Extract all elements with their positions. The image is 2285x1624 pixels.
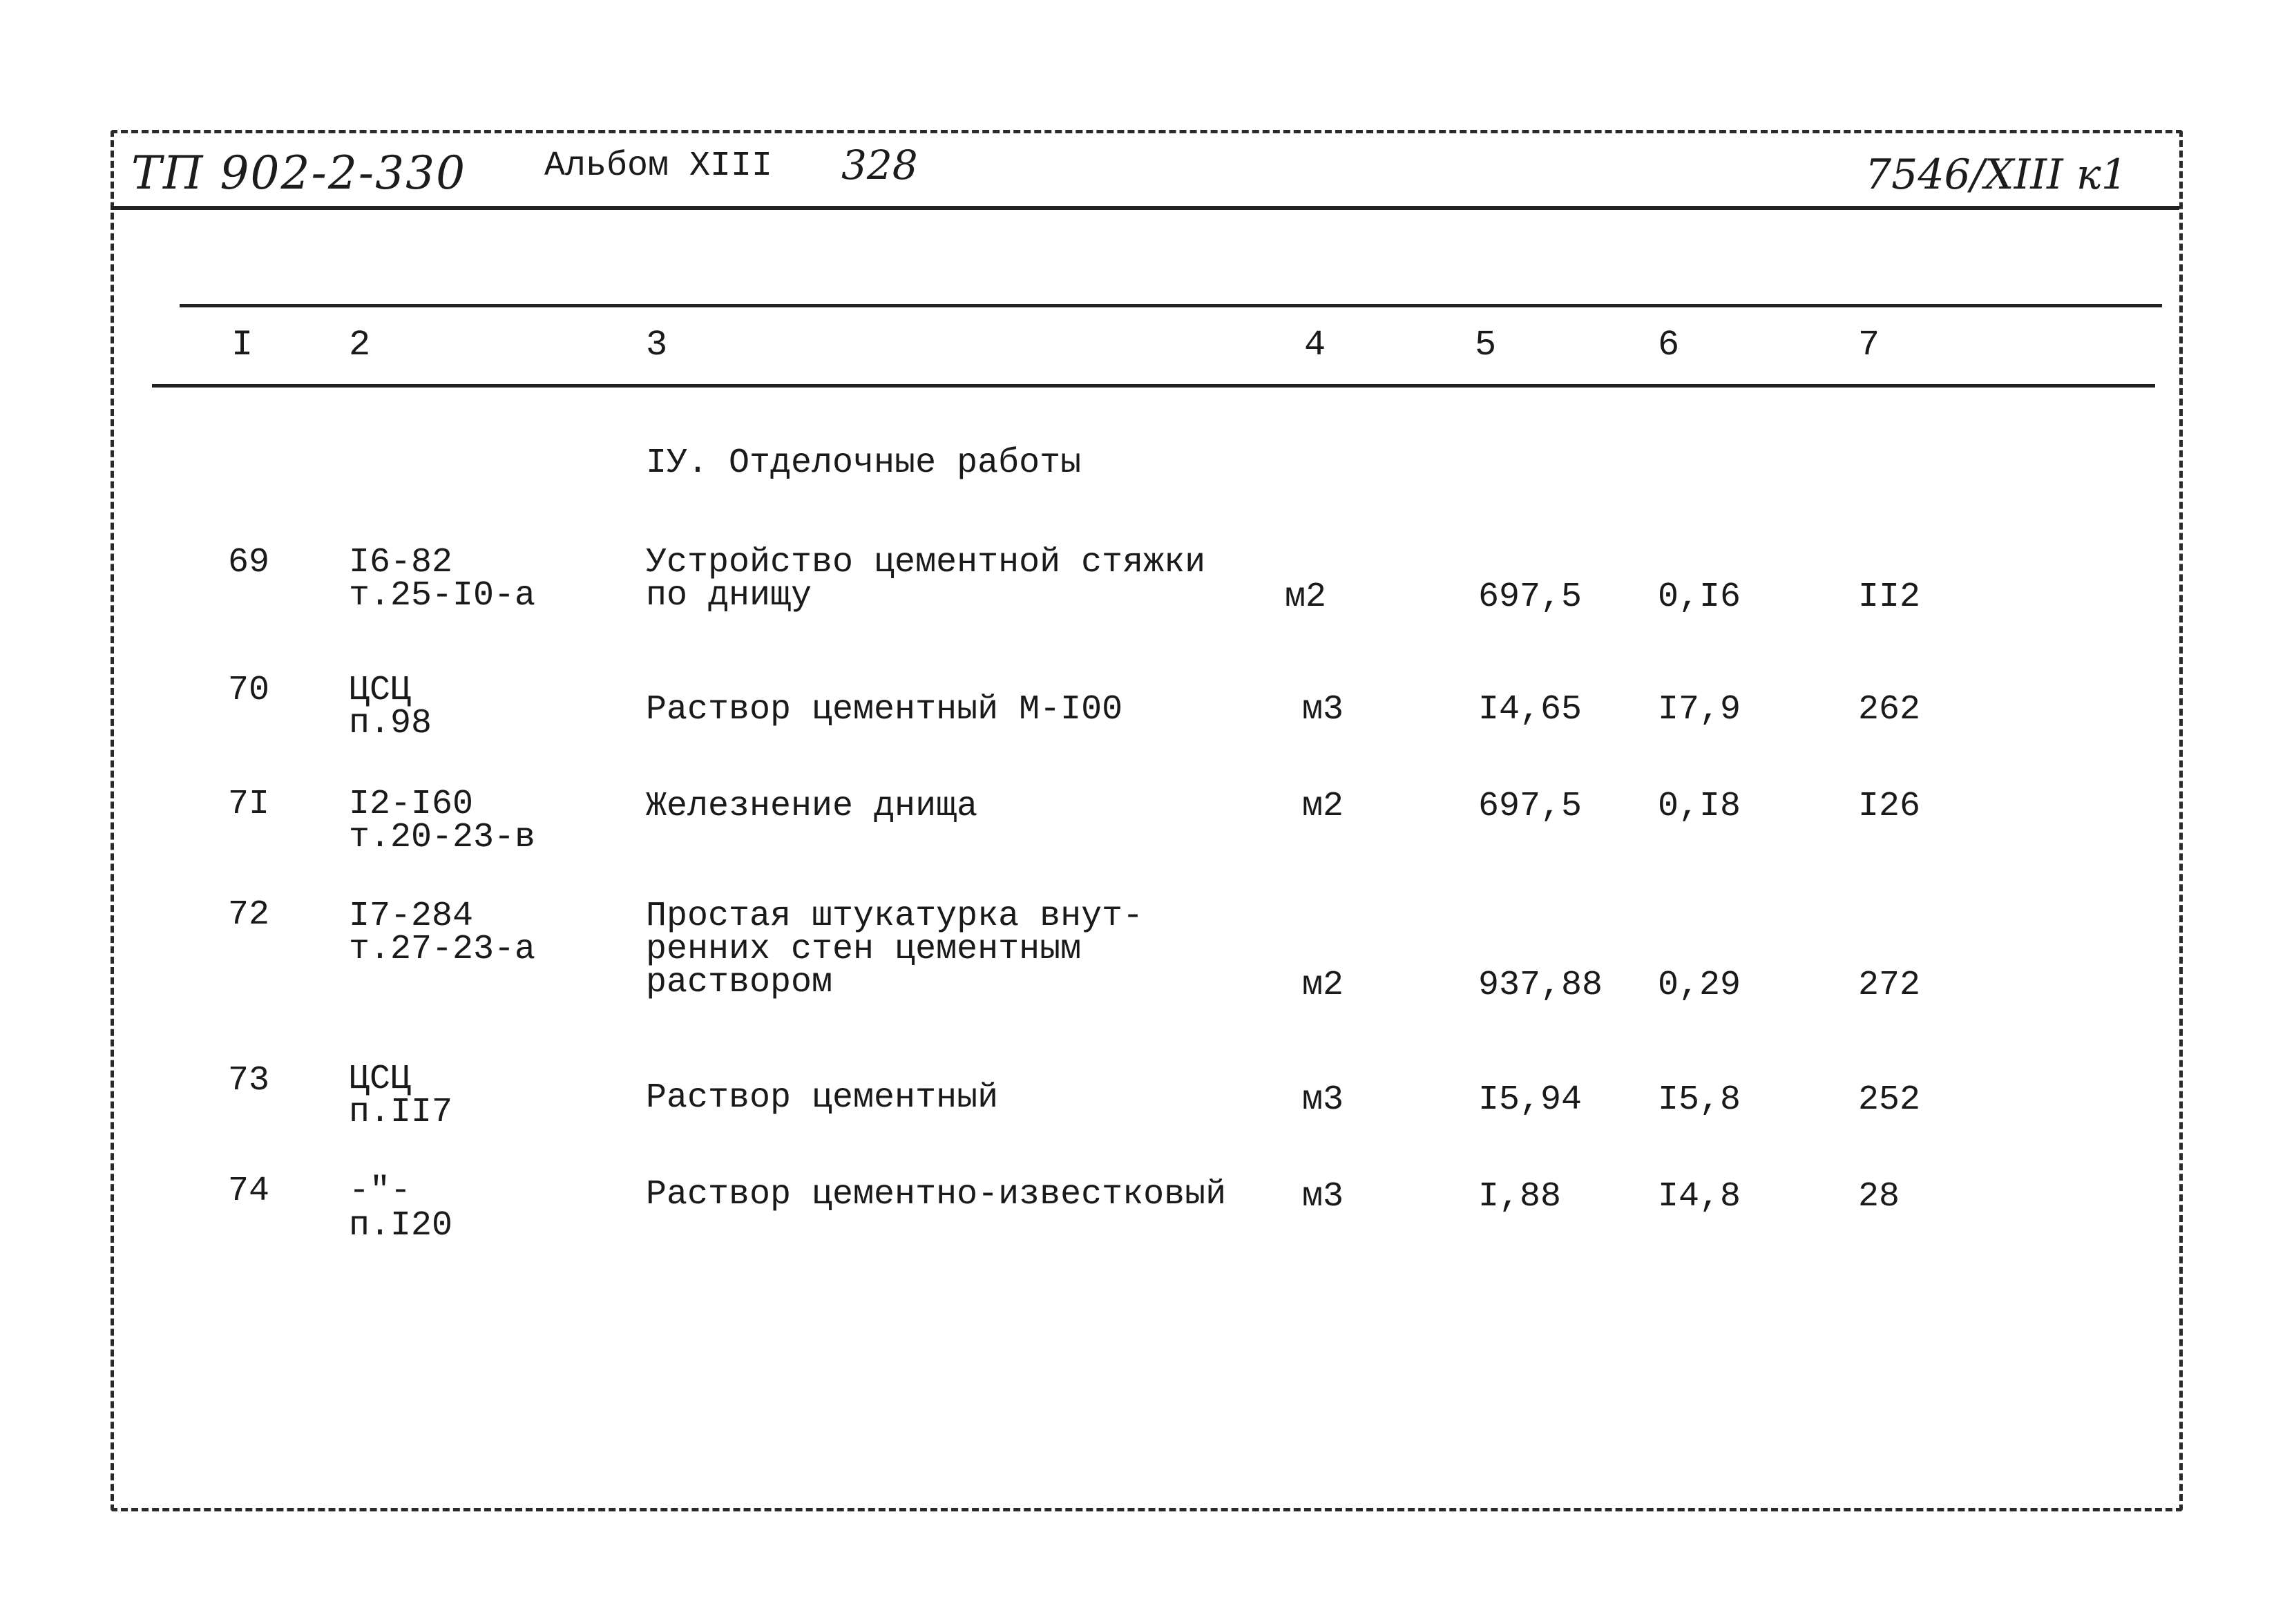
page-number: 328 (841, 142, 918, 189)
row-unit: м3 (1302, 1080, 1344, 1120)
header-divider (111, 206, 2179, 210)
row-number: 70 (228, 671, 270, 710)
row-code-line1: -"- (349, 1172, 412, 1211)
row-code-line1: I2-I60 (349, 785, 474, 824)
row-rate: I7,9 (1658, 690, 1741, 729)
row-unit: м2 (1285, 577, 1327, 617)
row-description-line1: Раствор цементный М-I00 (646, 690, 1123, 729)
row-quantity: I5,94 (1478, 1080, 1583, 1120)
row-total: I26 (1858, 787, 1921, 826)
column-header-2: 2 (349, 325, 371, 365)
row-code-line1: I7-284 (349, 897, 474, 936)
row-unit: м3 (1302, 1177, 1344, 1216)
section-title: IУ. Отделочные работы (646, 443, 1082, 483)
row-rate: I4,8 (1658, 1177, 1741, 1216)
table-top-rule (180, 304, 2162, 307)
row-quantity: I,88 (1478, 1177, 1562, 1216)
table-header-rule (152, 384, 2155, 388)
row-description-line2: ренних стен цементным (646, 930, 1082, 969)
row-rate: 0,29 (1658, 966, 1741, 1005)
row-number: 7I (228, 785, 270, 824)
row-total: 252 (1858, 1080, 1921, 1120)
row-unit: м2 (1302, 966, 1344, 1005)
row-total: 272 (1858, 966, 1921, 1005)
column-header-7: 7 (1858, 325, 1880, 365)
row-code-line1: I6-82 (349, 543, 453, 582)
album-label: Альбом XIII (544, 146, 773, 186)
column-header-4: 4 (1304, 325, 1326, 365)
row-code-line2: т.27-23-а (349, 930, 536, 969)
row-description-line1: Железнение днища (646, 787, 978, 826)
sheet-code: 7546/XIII к1 (1865, 151, 2128, 199)
row-code-line1: ЦСЦ (349, 671, 412, 710)
row-total: 28 (1858, 1177, 1900, 1216)
column-header-6: 6 (1658, 325, 1680, 365)
column-header-3: 3 (646, 325, 668, 365)
row-rate: 0,I6 (1658, 577, 1741, 617)
row-description-line2: по днищу (646, 576, 812, 615)
row-total: 262 (1858, 690, 1921, 729)
row-unit: м3 (1302, 690, 1344, 729)
row-quantity: 697,5 (1478, 577, 1583, 617)
row-code-line2: п.II7 (349, 1093, 453, 1132)
row-description-line1: Раствор цементный (646, 1078, 999, 1118)
row-rate: I5,8 (1658, 1080, 1741, 1120)
row-code-line1: ЦСЦ (349, 1060, 412, 1099)
row-quantity: 697,5 (1478, 787, 1583, 826)
row-number: 69 (228, 543, 270, 582)
row-description-line1: Устройство цементной стяжки (646, 543, 1206, 582)
row-number: 72 (228, 895, 270, 935)
row-description-line3: раствором (646, 963, 833, 1002)
row-quantity: 937,88 (1478, 966, 1603, 1005)
row-number: 73 (228, 1061, 270, 1100)
row-unit: м2 (1302, 787, 1344, 826)
column-header-5: 5 (1475, 325, 1497, 365)
row-rate: 0,I8 (1658, 787, 1741, 826)
doc-code: ТП 902-2-330 (131, 146, 467, 200)
row-code-line2: т.25-I0-а (349, 576, 536, 615)
row-code-line2: п.I20 (349, 1206, 453, 1245)
column-header-1: I (231, 325, 254, 365)
row-number: 74 (228, 1172, 270, 1211)
row-quantity: I4,65 (1478, 690, 1583, 729)
row-total: II2 (1858, 577, 1921, 617)
row-description-line1: Раствор цементно-известковый (646, 1175, 1227, 1214)
row-code-line2: п.98 (349, 704, 432, 743)
row-code-line2: т.20-23-в (349, 818, 536, 857)
row-description-line1: Простая штукатурка внут- (646, 897, 1144, 936)
